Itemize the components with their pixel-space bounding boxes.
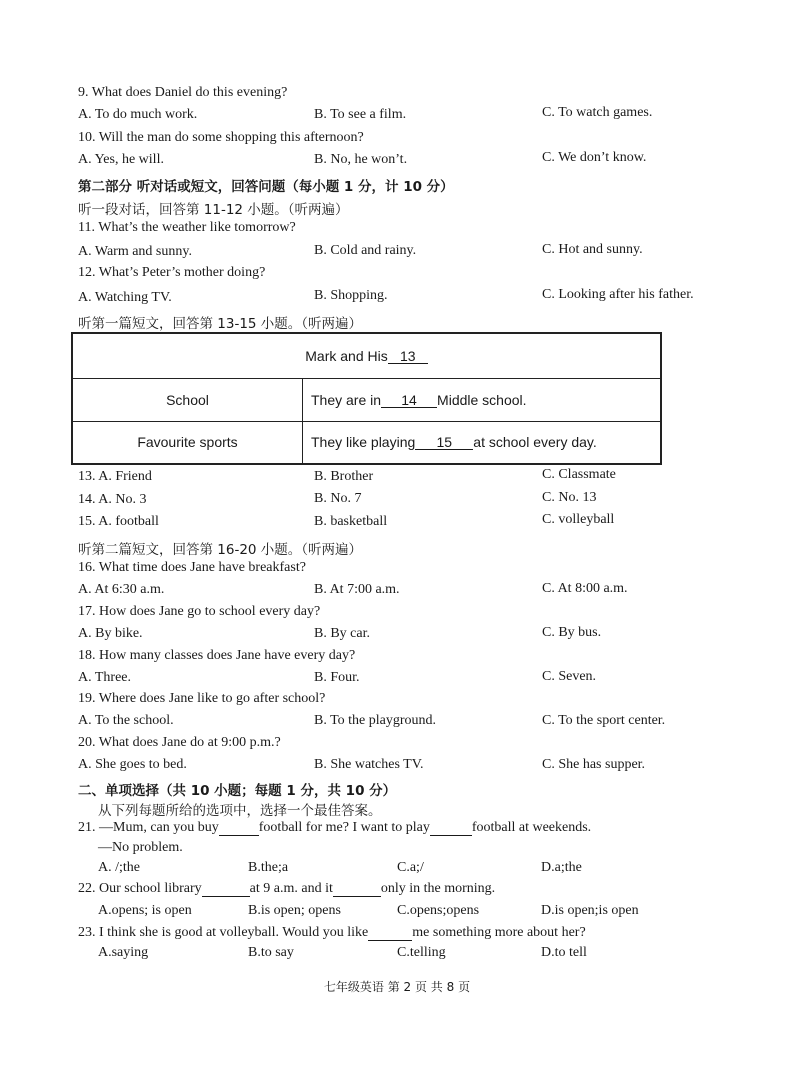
option-14b: B. No. 7 — [314, 491, 362, 506]
section2-heading: 二、单项选择（共 10 小题；每题 1 分，共 10 分） — [78, 783, 397, 799]
option-23a: A.saying — [98, 945, 149, 960]
question-18: 18. How many classes does Jane have every day? — [78, 648, 356, 663]
question-22: 22. Our school library at 9 a.m. and it only in the morning. — [78, 881, 496, 896]
option-22b: B.is open; opens — [248, 903, 341, 918]
option-12b: B. Shopping. — [314, 288, 388, 303]
table-title-cell — [72, 333, 661, 378]
option-21c: C.a;/ — [397, 860, 424, 875]
option-21a: A. /;the — [98, 860, 140, 875]
option-10c: C. We don’t know. — [542, 150, 647, 165]
option-9a: A. To do much work. — [78, 107, 198, 122]
blank-13: 13 — [388, 349, 428, 364]
option-17a: A. By bike. — [78, 626, 143, 641]
passage1-instruction: 听第一篇短文，回答第 13-15 小题。（听两遍） — [78, 316, 363, 332]
blank-21-2 — [430, 821, 472, 836]
row-value-school: They are in 14 Middle school. — [303, 378, 662, 421]
option-20a: A. She goes to bed. — [78, 757, 187, 772]
blank-14: 14 — [381, 393, 437, 408]
passage2-instruction: 听第二篇短文，回答第 16-20 小题。（听两遍） — [78, 542, 363, 558]
question-19: 19. Where does Jane like to go after school? — [78, 691, 326, 706]
option-13c: C. Classmate — [542, 467, 616, 482]
question-9: 9. What does Daniel do this evening? — [78, 85, 288, 100]
option-17c: C. By bus. — [542, 625, 602, 640]
row-value-sports: They like playing 15 at school every day. — [303, 421, 662, 464]
option-18c: C. Seven. — [542, 669, 597, 684]
blank-21-1 — [219, 821, 259, 836]
question-21-reply: —No problem. — [98, 840, 183, 855]
option-10a: A. Yes, he will. — [78, 152, 164, 167]
option-19a: A. To the school. — [78, 713, 174, 728]
part2-heading: 第二部分 听对话或短文，回答问题（每小题 1 分，计 10 分） — [78, 179, 454, 195]
page-footer: 七年级英语 第 2 页 共 8 页 — [323, 980, 471, 994]
option-16b: B. At 7:00 a.m. — [314, 582, 400, 597]
option-15a: 15. A. football — [78, 514, 159, 529]
blank-22-2 — [333, 882, 381, 897]
option-10b: B. No, he won’t. — [314, 152, 408, 167]
option-13b: B. Brother — [314, 469, 374, 484]
question-21: 21. —Mum, can you buy football for me? I want to play football at weekends. — [78, 820, 592, 835]
option-11b: B. Cold and rainy. — [314, 243, 417, 258]
question-20: 20. What does Jane do at 9:00 p.m.? — [78, 735, 281, 750]
blank-15: 15 — [415, 435, 473, 450]
option-21b: B.the;a — [248, 860, 289, 875]
option-11c: C. Hot and sunny. — [542, 242, 643, 257]
option-18a: A. Three. — [78, 670, 131, 685]
row-label-school: School — [72, 378, 303, 421]
row-label-sports: Favourite sports — [72, 421, 303, 464]
question-12: 12. What’s Peter’s mother doing? — [78, 265, 266, 280]
question-16: 16. What time does Jane have breakfast? — [78, 560, 306, 575]
option-19c: C. To the sport center. — [542, 713, 666, 728]
option-12c: C. Looking after his father. — [542, 287, 694, 302]
option-11a: A. Warm and sunny. — [78, 244, 192, 259]
option-16c: C. At 8:00 a.m. — [542, 581, 628, 596]
blank-22-1 — [202, 882, 250, 897]
option-12a: A. Watching TV. — [78, 290, 172, 305]
option-22c: C.opens;opens — [397, 903, 480, 918]
option-18b: B. Four. — [314, 670, 360, 685]
option-15c: C. volleyball — [542, 512, 615, 527]
option-9c: C. To watch games. — [542, 105, 653, 120]
table-title: Mark and His — [305, 347, 388, 364]
option-9b: B. To see a film. — [314, 107, 407, 122]
question-17: 17. How does Jane go to school every day? — [78, 604, 321, 619]
blank-23 — [368, 926, 412, 941]
option-15b: B. basketball — [314, 514, 388, 529]
option-14c: C. No. 13 — [542, 490, 597, 505]
option-13a: 13. A. Friend — [78, 469, 152, 484]
option-23d: D.to tell — [541, 945, 587, 960]
option-19b: B. To the playground. — [314, 713, 437, 728]
option-23c: C.telling — [397, 945, 446, 960]
option-22d: D.is open;is open — [541, 903, 639, 918]
option-17b: B. By car. — [314, 626, 370, 641]
option-22a: A.opens; is open — [98, 903, 192, 918]
option-23b: B.to say — [248, 945, 294, 960]
option-20b: B. She watches TV. — [314, 757, 424, 772]
option-14a: 14. A. No. 3 — [78, 492, 147, 507]
question-10: 10. Will the man do some shopping this afternoon? — [78, 130, 364, 145]
section2-instruction: 从下列每题所给的选项中，选择一个最佳答案。 — [98, 803, 382, 819]
fill-in-table — [71, 332, 662, 465]
question-23: 23. I think she is good at volleyball. Would you like me something more about her? — [78, 925, 586, 940]
dialogue-instruction: 听一段对话，回答第 11-12 小题。（听两遍） — [78, 202, 349, 218]
option-16a: A. At 6:30 a.m. — [78, 582, 165, 597]
question-11: 11. What’s the weather like tomorrow? — [78, 220, 296, 235]
option-21d: D.a;the — [541, 860, 582, 875]
option-20c: C. She has supper. — [542, 757, 646, 772]
